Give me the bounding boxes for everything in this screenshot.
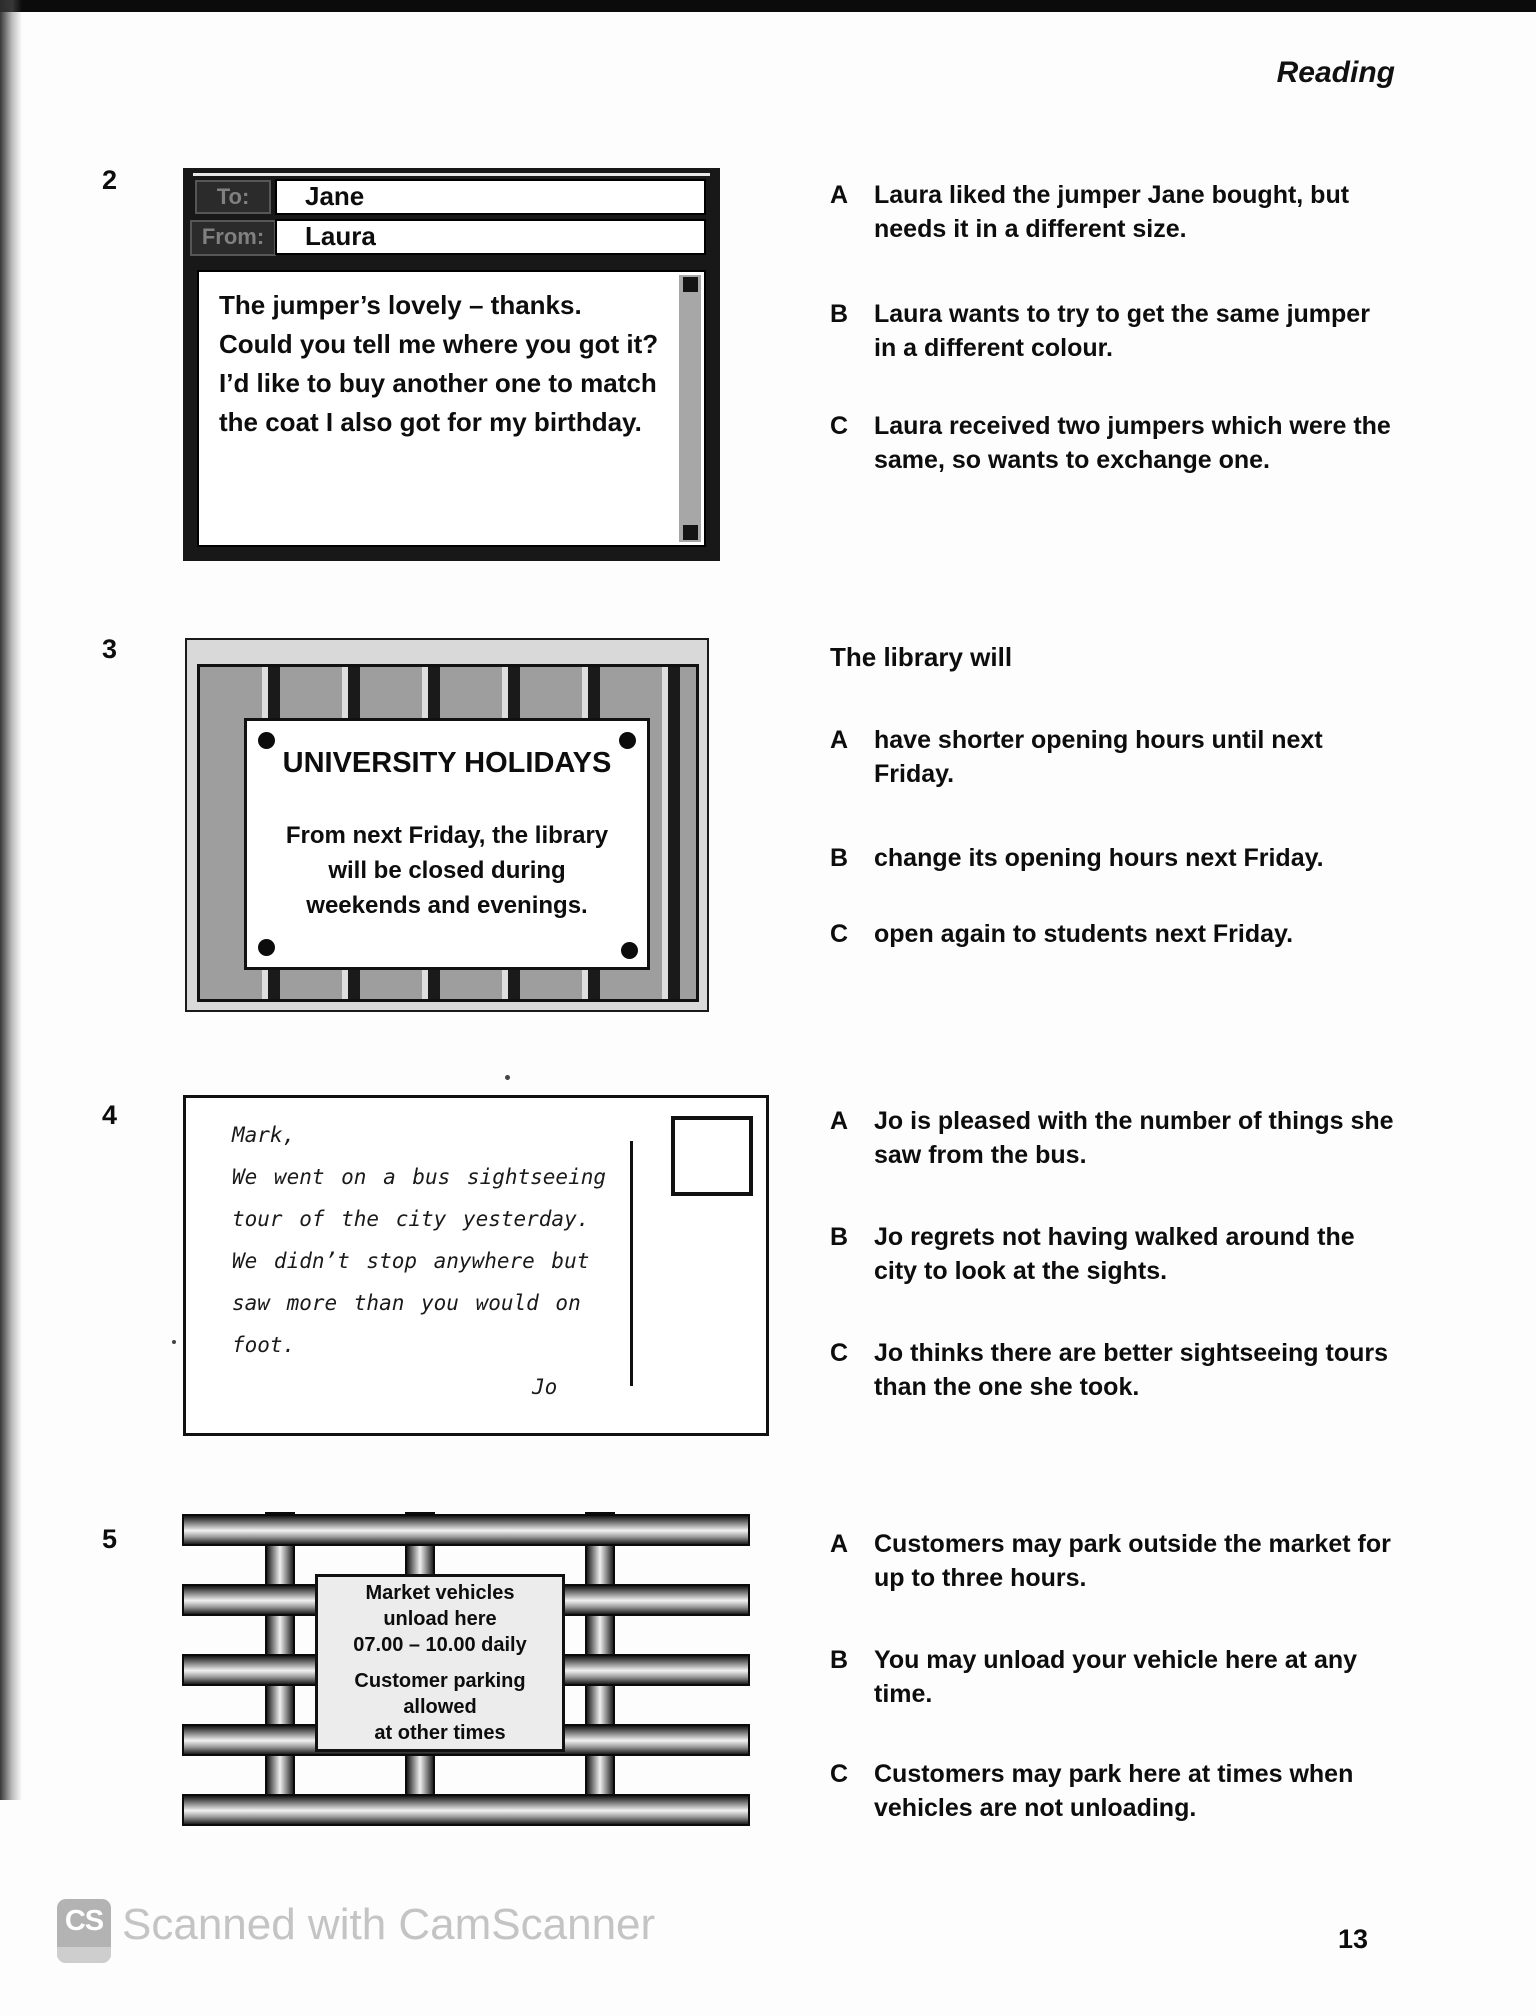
sign-line: Market vehicles [365, 1582, 515, 1604]
option-text: Laura liked the jumper Jane bought, but needs it in a different size. [874, 181, 1350, 243]
option-letter: A [830, 726, 849, 754]
email-scrollbar [679, 275, 701, 542]
option-text: Customers may park here at times when vehicles are not unloading. [874, 1760, 1354, 1822]
email-message-graphic [183, 168, 720, 561]
q4-option-c [830, 1336, 1394, 1404]
question-2-number: 2 [102, 165, 118, 195]
q5-option-b [830, 1643, 1394, 1711]
option-text: You may unload your vehicle here at any time. [874, 1646, 1358, 1708]
email-to-field: Jane [275, 179, 706, 215]
market-gate-graphic [182, 1506, 750, 1836]
option-text: Jo regrets not having walked around the city to look at the sights. [874, 1223, 1355, 1285]
page-title: Reading [1276, 56, 1395, 89]
option-letter: A [830, 1530, 849, 1558]
q2-option-b [830, 297, 1394, 365]
sign-line: at other times [374, 1722, 506, 1744]
notice-line: From next Friday, the library [285, 822, 609, 849]
scan-edge-left [0, 0, 22, 1800]
q3-option-a [830, 723, 1394, 791]
q4-option-b [830, 1220, 1394, 1288]
notice-body [247, 818, 647, 923]
postcard-line: foot. [232, 1333, 296, 1357]
pin-icon [258, 732, 275, 749]
camscanner-logo-icon [57, 1899, 111, 1963]
email-from-label: From: [190, 220, 276, 256]
notice-title: UNIVERSITY HOLIDAYS [282, 747, 612, 779]
q3-option-b [830, 841, 1394, 875]
option-letter: B [830, 300, 849, 328]
q3-stem: The library will [830, 642, 1013, 672]
pin-icon [619, 732, 636, 749]
pin-icon [621, 942, 638, 959]
market-sign [315, 1574, 565, 1752]
postcard-divider-line [630, 1141, 633, 1386]
option-text: Jo is pleased with the number of things she saw from the bus. [874, 1107, 1394, 1169]
q2-option-a [830, 178, 1394, 246]
email-body-line: I’d like to buy another one to match [219, 368, 657, 398]
postcard-line: saw more than you would on [232, 1291, 581, 1315]
pin-icon [258, 939, 275, 956]
library-notice [244, 718, 650, 970]
question-5-number: 5 [102, 1524, 118, 1554]
option-letter: A [830, 181, 849, 209]
postcard-signature: Jo [532, 1375, 558, 1399]
postcard-line: We went on a bus sightseeing [232, 1165, 607, 1189]
option-text: change its opening hours next Friday. [874, 844, 1324, 872]
option-letter: C [830, 1760, 849, 1788]
option-text: Laura wants to try to get the same jumper in a different colour. [874, 300, 1370, 362]
camscanner-logo-flap [57, 1947, 111, 1963]
option-text: Laura received two jumpers which were the same, so wants to exchange one. [874, 412, 1391, 474]
postcard-graphic [183, 1095, 769, 1436]
scroll-down-icon [683, 525, 698, 540]
scan-edge-top [0, 0, 1536, 12]
market-sign-top [353, 1580, 526, 1658]
postcard-text [232, 1114, 632, 1408]
option-letter: B [830, 844, 849, 872]
option-text: have shorter opening hours until next Friday. [874, 726, 1323, 788]
q2-option-c [830, 409, 1394, 477]
q4-option-a [830, 1104, 1394, 1172]
email-body-area [197, 270, 706, 547]
sign-line: unload here [383, 1608, 497, 1630]
q5-option-a [830, 1527, 1394, 1595]
option-letter: C [830, 1339, 849, 1367]
scan-speck [172, 1340, 176, 1344]
page-number: 13 [1338, 1924, 1369, 1954]
postcard-line: We didn’t stop anywhere but [232, 1249, 590, 1273]
option-letter: C [830, 920, 849, 948]
email-body-line: Could you tell me where you got it? [219, 329, 659, 359]
market-sign-bottom [354, 1668, 525, 1746]
q5-option-c [830, 1757, 1394, 1825]
notice-board-graphic [185, 638, 709, 1012]
email-body-line: The jumper’s lovely – thanks. [219, 290, 582, 320]
option-letter: A [830, 1107, 849, 1135]
gate-bar [182, 1794, 750, 1826]
option-letter: C [830, 412, 849, 440]
option-text: Jo thinks there are better sightseeing tours than the one she took. [874, 1339, 1389, 1401]
sign-line: Customer parking [354, 1670, 526, 1692]
option-letter: B [830, 1646, 849, 1674]
option-text: open again to students next Friday. [874, 920, 1294, 948]
email-titlebar-line [193, 173, 710, 176]
notice-line: weekends and evenings. [306, 892, 588, 919]
email-body-text [219, 286, 658, 442]
notice-line: will be closed during [328, 857, 566, 884]
stamp-box [671, 1116, 753, 1196]
scroll-up-icon [683, 277, 698, 292]
option-text: Customers may park outside the market for up to three hours. [874, 1530, 1391, 1592]
email-from-field: Laura [275, 219, 706, 255]
scan-speck [505, 1075, 510, 1080]
gate-bar [182, 1514, 750, 1546]
question-3-number: 3 [102, 634, 118, 664]
postcard-salutation: Mark, [232, 1123, 296, 1147]
camscanner-watermark: Scanned with CamScanner [122, 1900, 656, 1949]
option-letter: B [830, 1223, 849, 1251]
email-body-line: the coat I also got for my birthday. [219, 407, 642, 437]
q3-option-c [830, 917, 1394, 951]
sign-line: allowed [403, 1696, 477, 1718]
email-to-label: To: [195, 180, 271, 214]
postcard-line: tour of the city yesterday. [232, 1207, 590, 1231]
sign-line: 07.00 – 10.00 daily [353, 1634, 527, 1656]
question-4-number: 4 [102, 1100, 118, 1130]
camscanner-logo-text: CS [64, 1905, 104, 1937]
